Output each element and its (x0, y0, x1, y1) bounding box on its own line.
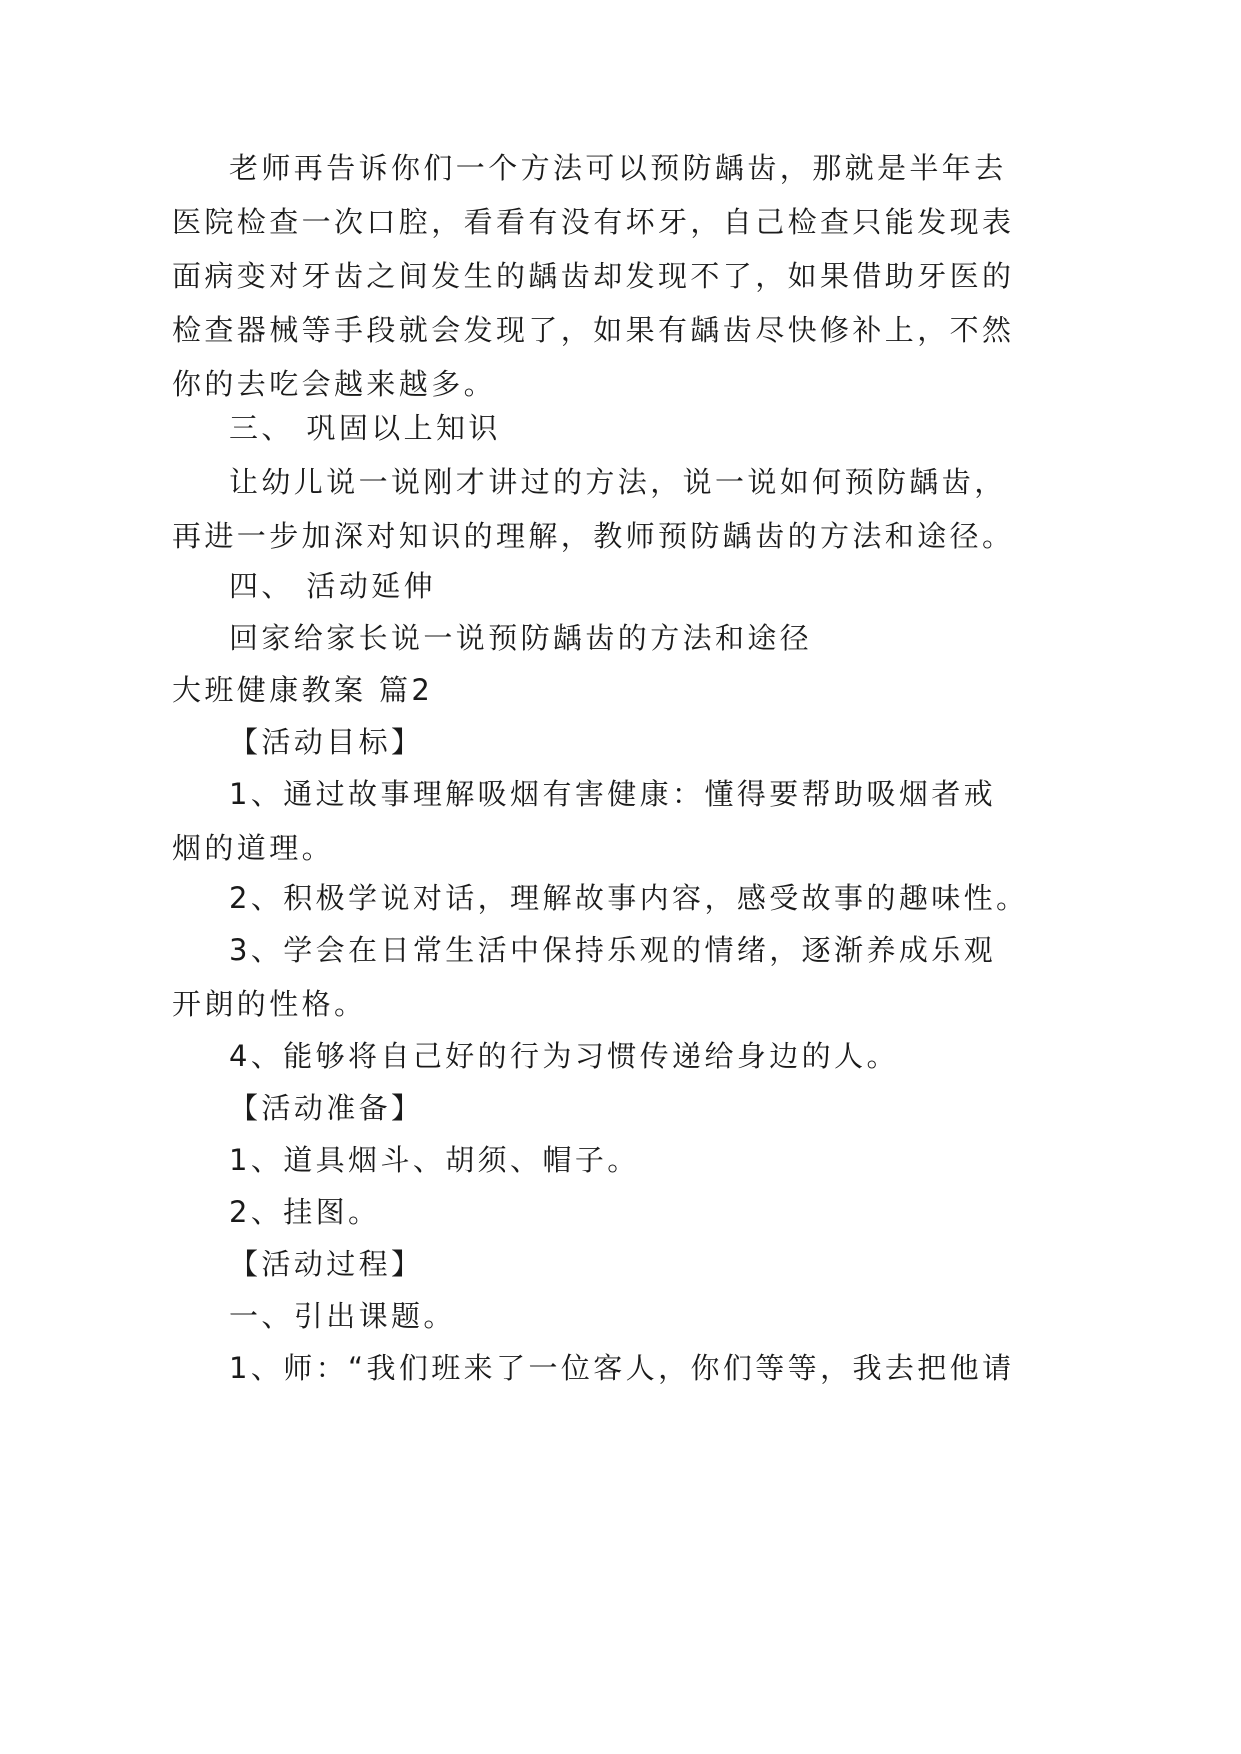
paragraph-line: 4、能够将自己好的行为习惯传递给身边的人。 (229, 1039, 899, 1073)
section-heading: 四、 活动延伸 (229, 569, 437, 603)
paragraph-line: 一、引出课题。 (229, 1299, 456, 1333)
section-heading: 【活动准备】 (229, 1091, 424, 1125)
paragraph-line: 1、通过故事理解吸烟有害健康：懂得要帮助吸烟者戒 (229, 777, 997, 811)
paragraph-line: 让幼儿说一说刚才讲过的方法，说一说如何预防龋齿， (229, 465, 1007, 499)
section-heading: 【活动目标】 (229, 725, 424, 759)
paragraph-line: 2、挂图。 (229, 1195, 381, 1229)
document-title: 大班健康教案 篇2 (172, 673, 434, 707)
section-heading: 三、 巩固以上知识 (229, 411, 501, 445)
paragraph-line: 1、师：“我们班来了一位客人，你们等等，我去把他请 (229, 1351, 1015, 1385)
paragraph-line: 2、积极学说对话，理解故事内容，感受故事的趣味性。 (229, 881, 1029, 915)
paragraph-line: 你的去吃会越来越多。 (172, 367, 497, 401)
paragraph-line: 1、道具烟斗、胡须、帽子。 (229, 1143, 640, 1177)
paragraph-line: 3、学会在日常生活中保持乐观的情绪，逐渐养成乐观 (229, 933, 997, 967)
paragraph-line: 回家给家长说一说预防龋齿的方法和途径 (229, 621, 813, 655)
paragraph-line: 医院检查一次口腔，看看有没有坏牙，自己检查只能发现表 (172, 205, 1015, 239)
section-heading: 【活动过程】 (229, 1247, 424, 1281)
paragraph-line: 开朗的性格。 (172, 987, 367, 1021)
paragraph-line: 烟的道理。 (172, 831, 335, 865)
paragraph-line: 检查器械等手段就会发现了，如果有龋齿尽快修补上，不然 (172, 313, 1015, 347)
paragraph-line: 面病变对牙齿之间发生的龋齿却发现不了，如果借助牙医的 (172, 259, 1015, 293)
paragraph-line: 再进一步加深对知识的理解，教师预防龋齿的方法和途径。 (172, 519, 1015, 553)
paragraph-line: 老师再告诉你们一个方法可以预防龋齿，那就是半年去 (229, 151, 1007, 185)
